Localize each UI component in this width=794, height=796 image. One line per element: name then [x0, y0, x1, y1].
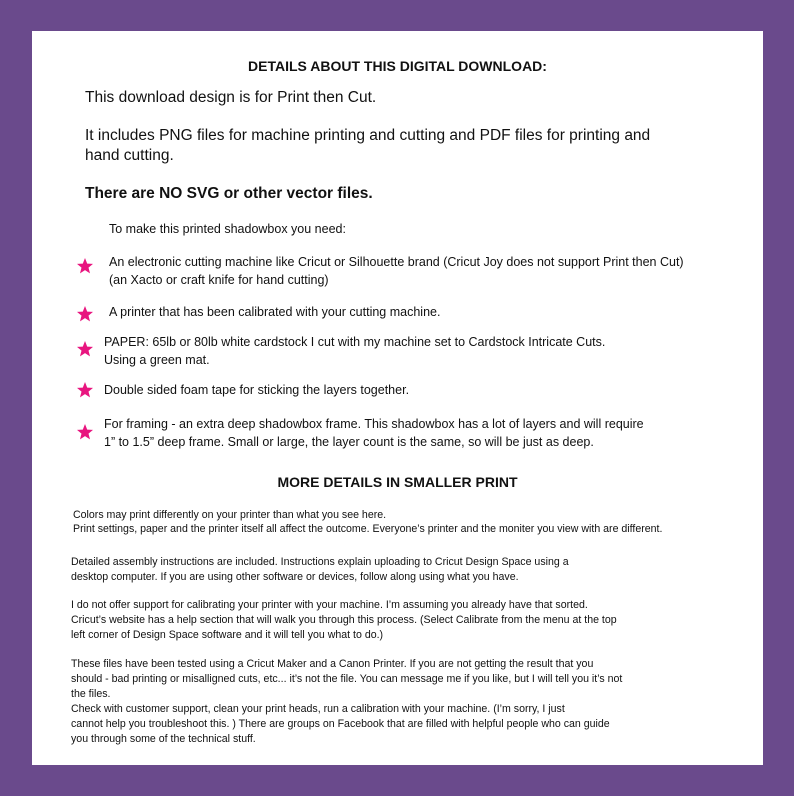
bullet-line: 1” to 1.5” deep frame. Small or large, the layer count is the same, so will be just as deep.	[104, 435, 594, 449]
details-heading: DETAILS ABOUT THIS DIGITAL DOWNLOAD:	[248, 58, 547, 74]
bullet-line: Double sided foam tape for sticking the layers together.	[104, 383, 410, 397]
intro-line-1: This download design is for Print then Cut.	[85, 89, 377, 106]
bullet-line: (an Xacto or craft knife for hand cutting)	[109, 273, 329, 287]
detail-line: should - bad printing or misalligned cuts, etc... it’s not the file. You can message me if you like, but I will tell you it’s not	[71, 673, 623, 685]
detail-line: desktop computer. If you are using other software or devices, follow along using what you have.	[71, 571, 519, 583]
intro-line-2a: It includes PNG files for machine printing and cutting and PDF files for printing and	[85, 127, 651, 144]
detail-line: you through some of the technical stuff.	[71, 733, 256, 745]
detail-line: Detailed assembly instructions are included. Instructions explain uploading to Cricut Design Space using a	[71, 556, 569, 568]
detail-line: Colors may print differently on your printer than what you see here.	[73, 509, 387, 521]
bullet-line: Using a green mat.	[104, 353, 210, 367]
needs-label: To make this printed shadowbox you need:	[109, 222, 346, 236]
detail-line: These files have been tested using a Cricut Maker and a Canon Printer. If you are not getting the result that you	[71, 658, 594, 670]
detail-line: Check with customer support, clean your print heads, run a calibration with your machine. (I’m sorry, I just	[71, 703, 565, 715]
detail-line: the files.	[71, 688, 111, 700]
star-icon	[77, 306, 93, 322]
detail-line: Print settings, paper and the printer itself all affect the outcome. Everyone’s printer and the moniter you view with are different.	[73, 523, 663, 535]
star-icon	[77, 424, 93, 440]
detail-line: cannot help you troubleshoot this. ) There are groups on Facebook that are filled with helpful people who can guide	[71, 718, 610, 730]
bullet-line: A printer that has been calibrated with your cutting machine.	[109, 305, 441, 319]
no-svg-notice: There are NO SVG or other vector files.	[85, 185, 373, 202]
star-icon	[77, 341, 93, 357]
detail-line: Cricut’s website has a help section that will walk you through this process. (Select Calibrate from the menu at the top	[71, 614, 617, 626]
detail-line: left corner of Design Space software and it will tell you what to do.)	[71, 629, 384, 641]
bullet-line: An electronic cutting machine like Cricut or Silhouette brand (Cricut Joy does not support Print then Cut)	[109, 255, 684, 269]
document-page	[32, 31, 763, 765]
star-icon	[77, 382, 93, 398]
more-details-heading: MORE DETAILS IN SMALLER PRINT	[277, 474, 518, 490]
bullet-line: PAPER: 65lb or 80lb white cardstock I cut with my machine set to Cardstock Intricate Cuts.	[104, 335, 606, 349]
star-icon	[77, 258, 93, 274]
detail-line: I do not offer support for calibrating your printer with your machine. I’m assuming you already have that sorted.	[71, 599, 588, 611]
bullet-line: For framing - an extra deep shadowbox frame. This shadowbox has a lot of layers and will require	[104, 417, 644, 431]
intro-line-2b: hand cutting.	[85, 147, 174, 164]
